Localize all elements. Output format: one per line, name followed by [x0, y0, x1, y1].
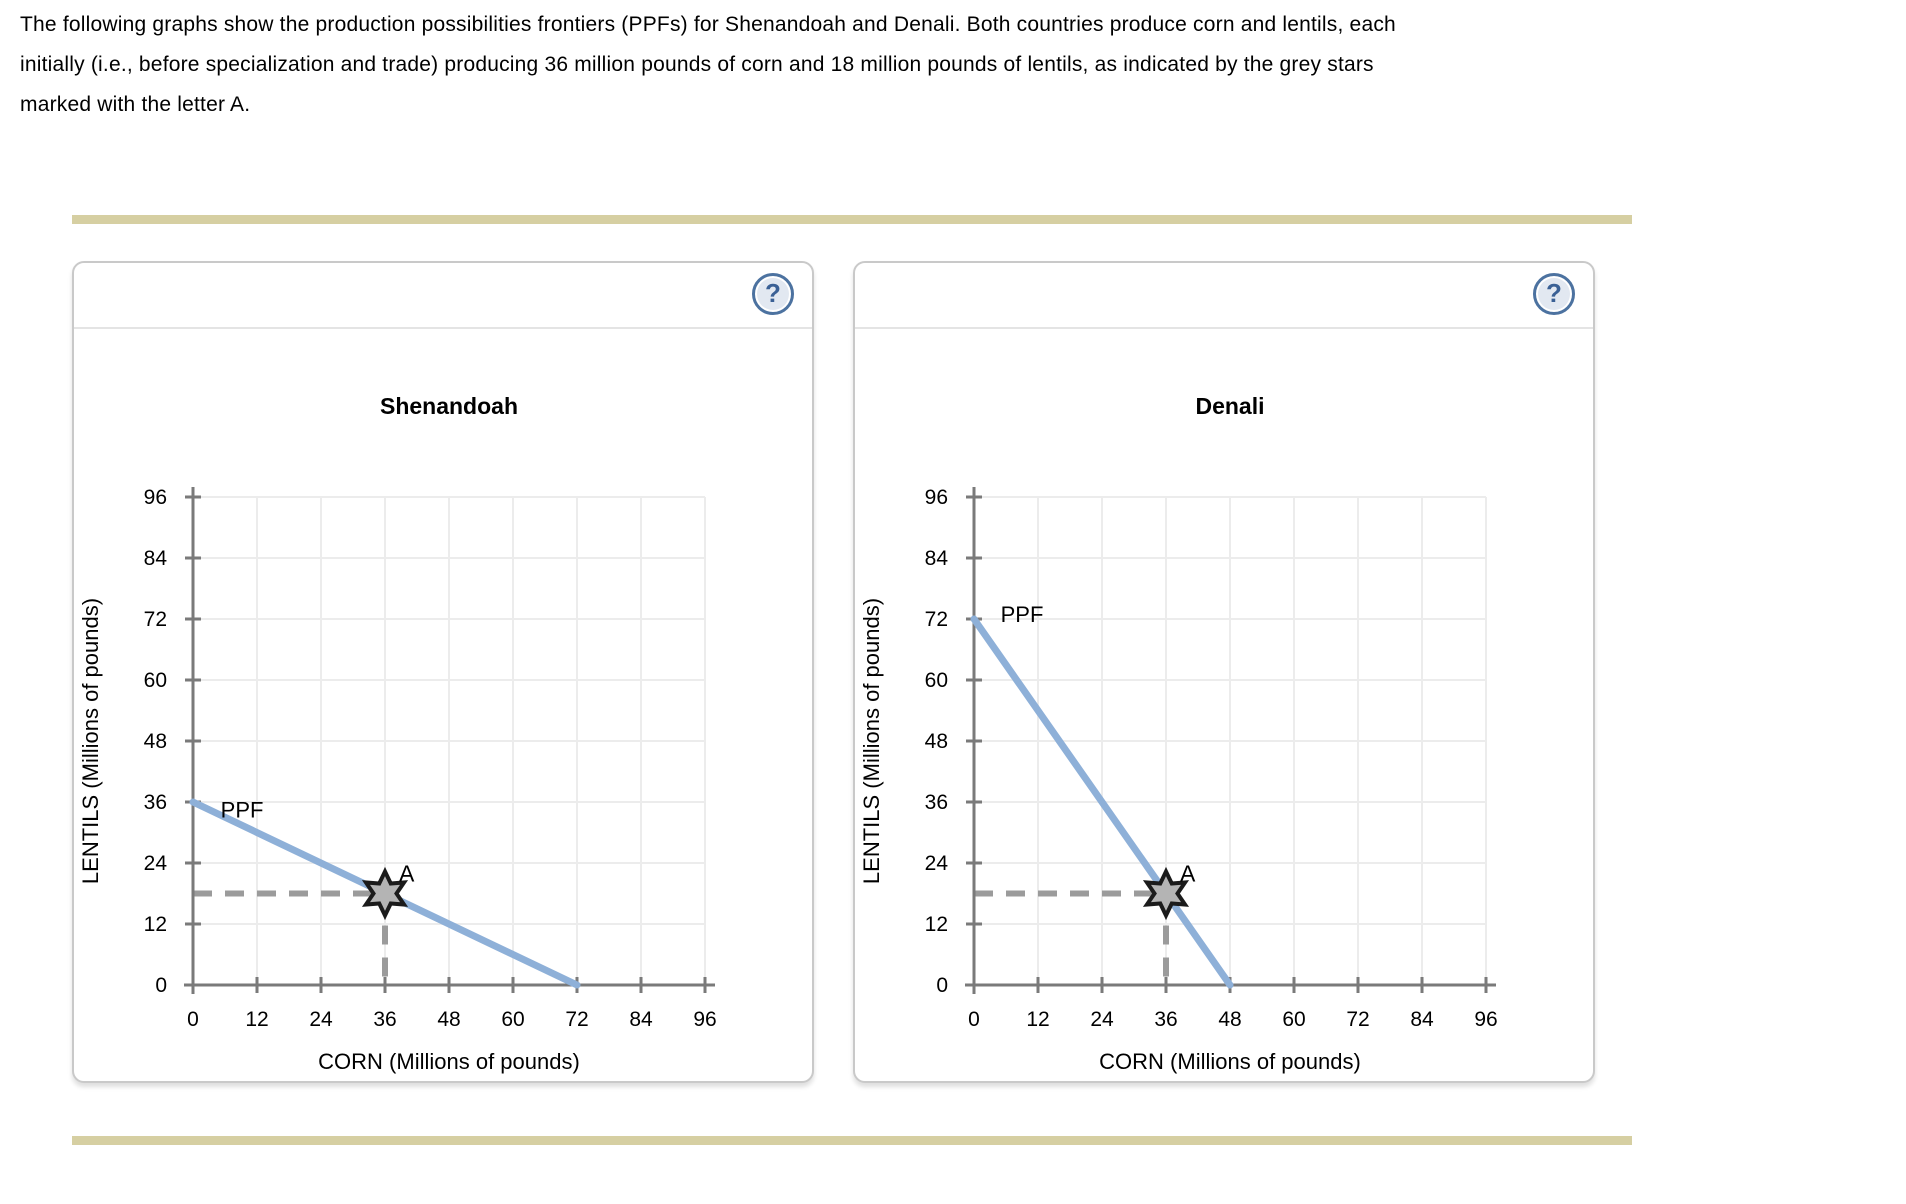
svg-text:24: 24 — [143, 852, 167, 875]
intro-text — [20, 5, 1396, 125]
svg-text:36: 36 — [1154, 1008, 1178, 1031]
svg-text:60: 60 — [143, 669, 167, 692]
svg-text:12: 12 — [143, 913, 167, 936]
bottom-divider-bar — [72, 1136, 1632, 1145]
svg-text:12: 12 — [924, 913, 948, 936]
svg-text:72: 72 — [1346, 1008, 1370, 1031]
shenandoah-chart — [74, 329, 812, 1083]
svg-text:48: 48 — [924, 730, 948, 753]
intro-line-3: marked with the letter A. — [20, 93, 251, 116]
svg-text:84: 84 — [629, 1008, 653, 1031]
help-button[interactable] — [752, 273, 794, 315]
shenandoah-panel — [72, 261, 814, 1083]
svg-text:84: 84 — [924, 547, 948, 570]
svg-text:36: 36 — [373, 1008, 397, 1031]
gridlines — [193, 497, 705, 985]
denali-chart — [855, 329, 1593, 1083]
svg-text:96: 96 — [143, 486, 167, 509]
svg-text:0: 0 — [155, 974, 167, 997]
tick-labels — [144, 486, 717, 1031]
denali-panel-header — [855, 263, 1593, 329]
intro-line-2: initially (i.e., before specialization and trade) producing 36 million pounds of corn and 18 million pounds of lentils, as indicated by the grey stars — [20, 53, 1374, 76]
svg-text:60: 60 — [501, 1008, 525, 1031]
ppf-label: PPF — [1000, 601, 1044, 627]
svg-text:96: 96 — [924, 486, 948, 509]
svg-text:12: 12 — [1026, 1008, 1050, 1031]
question-mark-icon: ? — [1546, 278, 1562, 308]
point-a-guides — [193, 894, 385, 986]
point-a-guides — [974, 894, 1166, 986]
svg-text:72: 72 — [924, 608, 948, 631]
svg-text:36: 36 — [143, 791, 167, 814]
gridlines — [974, 497, 1486, 985]
svg-text:72: 72 — [565, 1008, 589, 1031]
svg-text:72: 72 — [143, 608, 167, 631]
intro-line-1: The following graphs show the production possibilities frontiers (PPFs) for Shenandoah and Denali. Both countries produce corn and lentils, each — [20, 13, 1396, 36]
shenandoah-chart-area — [74, 329, 812, 1083]
svg-text:84: 84 — [1410, 1008, 1434, 1031]
svg-text:0: 0 — [936, 974, 948, 997]
question-mark-icon: ? — [765, 278, 781, 308]
ppf-label: PPF — [220, 797, 264, 823]
x-axis-label: CORN (Millions of pounds) — [1099, 1049, 1361, 1074]
svg-text:24: 24 — [924, 852, 948, 875]
chart-title: Denali — [1195, 393, 1265, 419]
svg-text:84: 84 — [143, 547, 167, 570]
svg-text:0: 0 — [968, 1008, 980, 1031]
svg-text:24: 24 — [309, 1008, 333, 1031]
svg-text:12: 12 — [245, 1008, 269, 1031]
shenandoah-panel-header — [74, 263, 812, 329]
tick-labels — [925, 486, 1498, 1031]
top-divider-bar — [72, 215, 1632, 224]
y-axis-label: LENTILS (Millions of pounds) — [78, 597, 103, 885]
denali-chart-area — [855, 329, 1593, 1083]
svg-text:48: 48 — [437, 1008, 461, 1031]
svg-text:96: 96 — [693, 1008, 717, 1031]
x-axis-label: CORN (Millions of pounds) — [318, 1049, 580, 1074]
help-button[interactable] — [1533, 273, 1575, 315]
point-a-label: A — [399, 860, 415, 887]
svg-text:36: 36 — [924, 791, 948, 814]
svg-text:96: 96 — [1474, 1008, 1498, 1031]
denali-panel — [853, 261, 1595, 1083]
svg-text:0: 0 — [187, 1008, 199, 1031]
svg-text:48: 48 — [1218, 1008, 1242, 1031]
y-axis-label: LENTILS (Millions of pounds) — [859, 597, 884, 885]
svg-text:60: 60 — [1282, 1008, 1306, 1031]
svg-text:48: 48 — [143, 730, 167, 753]
svg-text:24: 24 — [1090, 1008, 1114, 1031]
svg-text:60: 60 — [924, 669, 948, 692]
point-a-label: A — [1180, 860, 1196, 887]
chart-title: Shenandoah — [379, 393, 519, 419]
